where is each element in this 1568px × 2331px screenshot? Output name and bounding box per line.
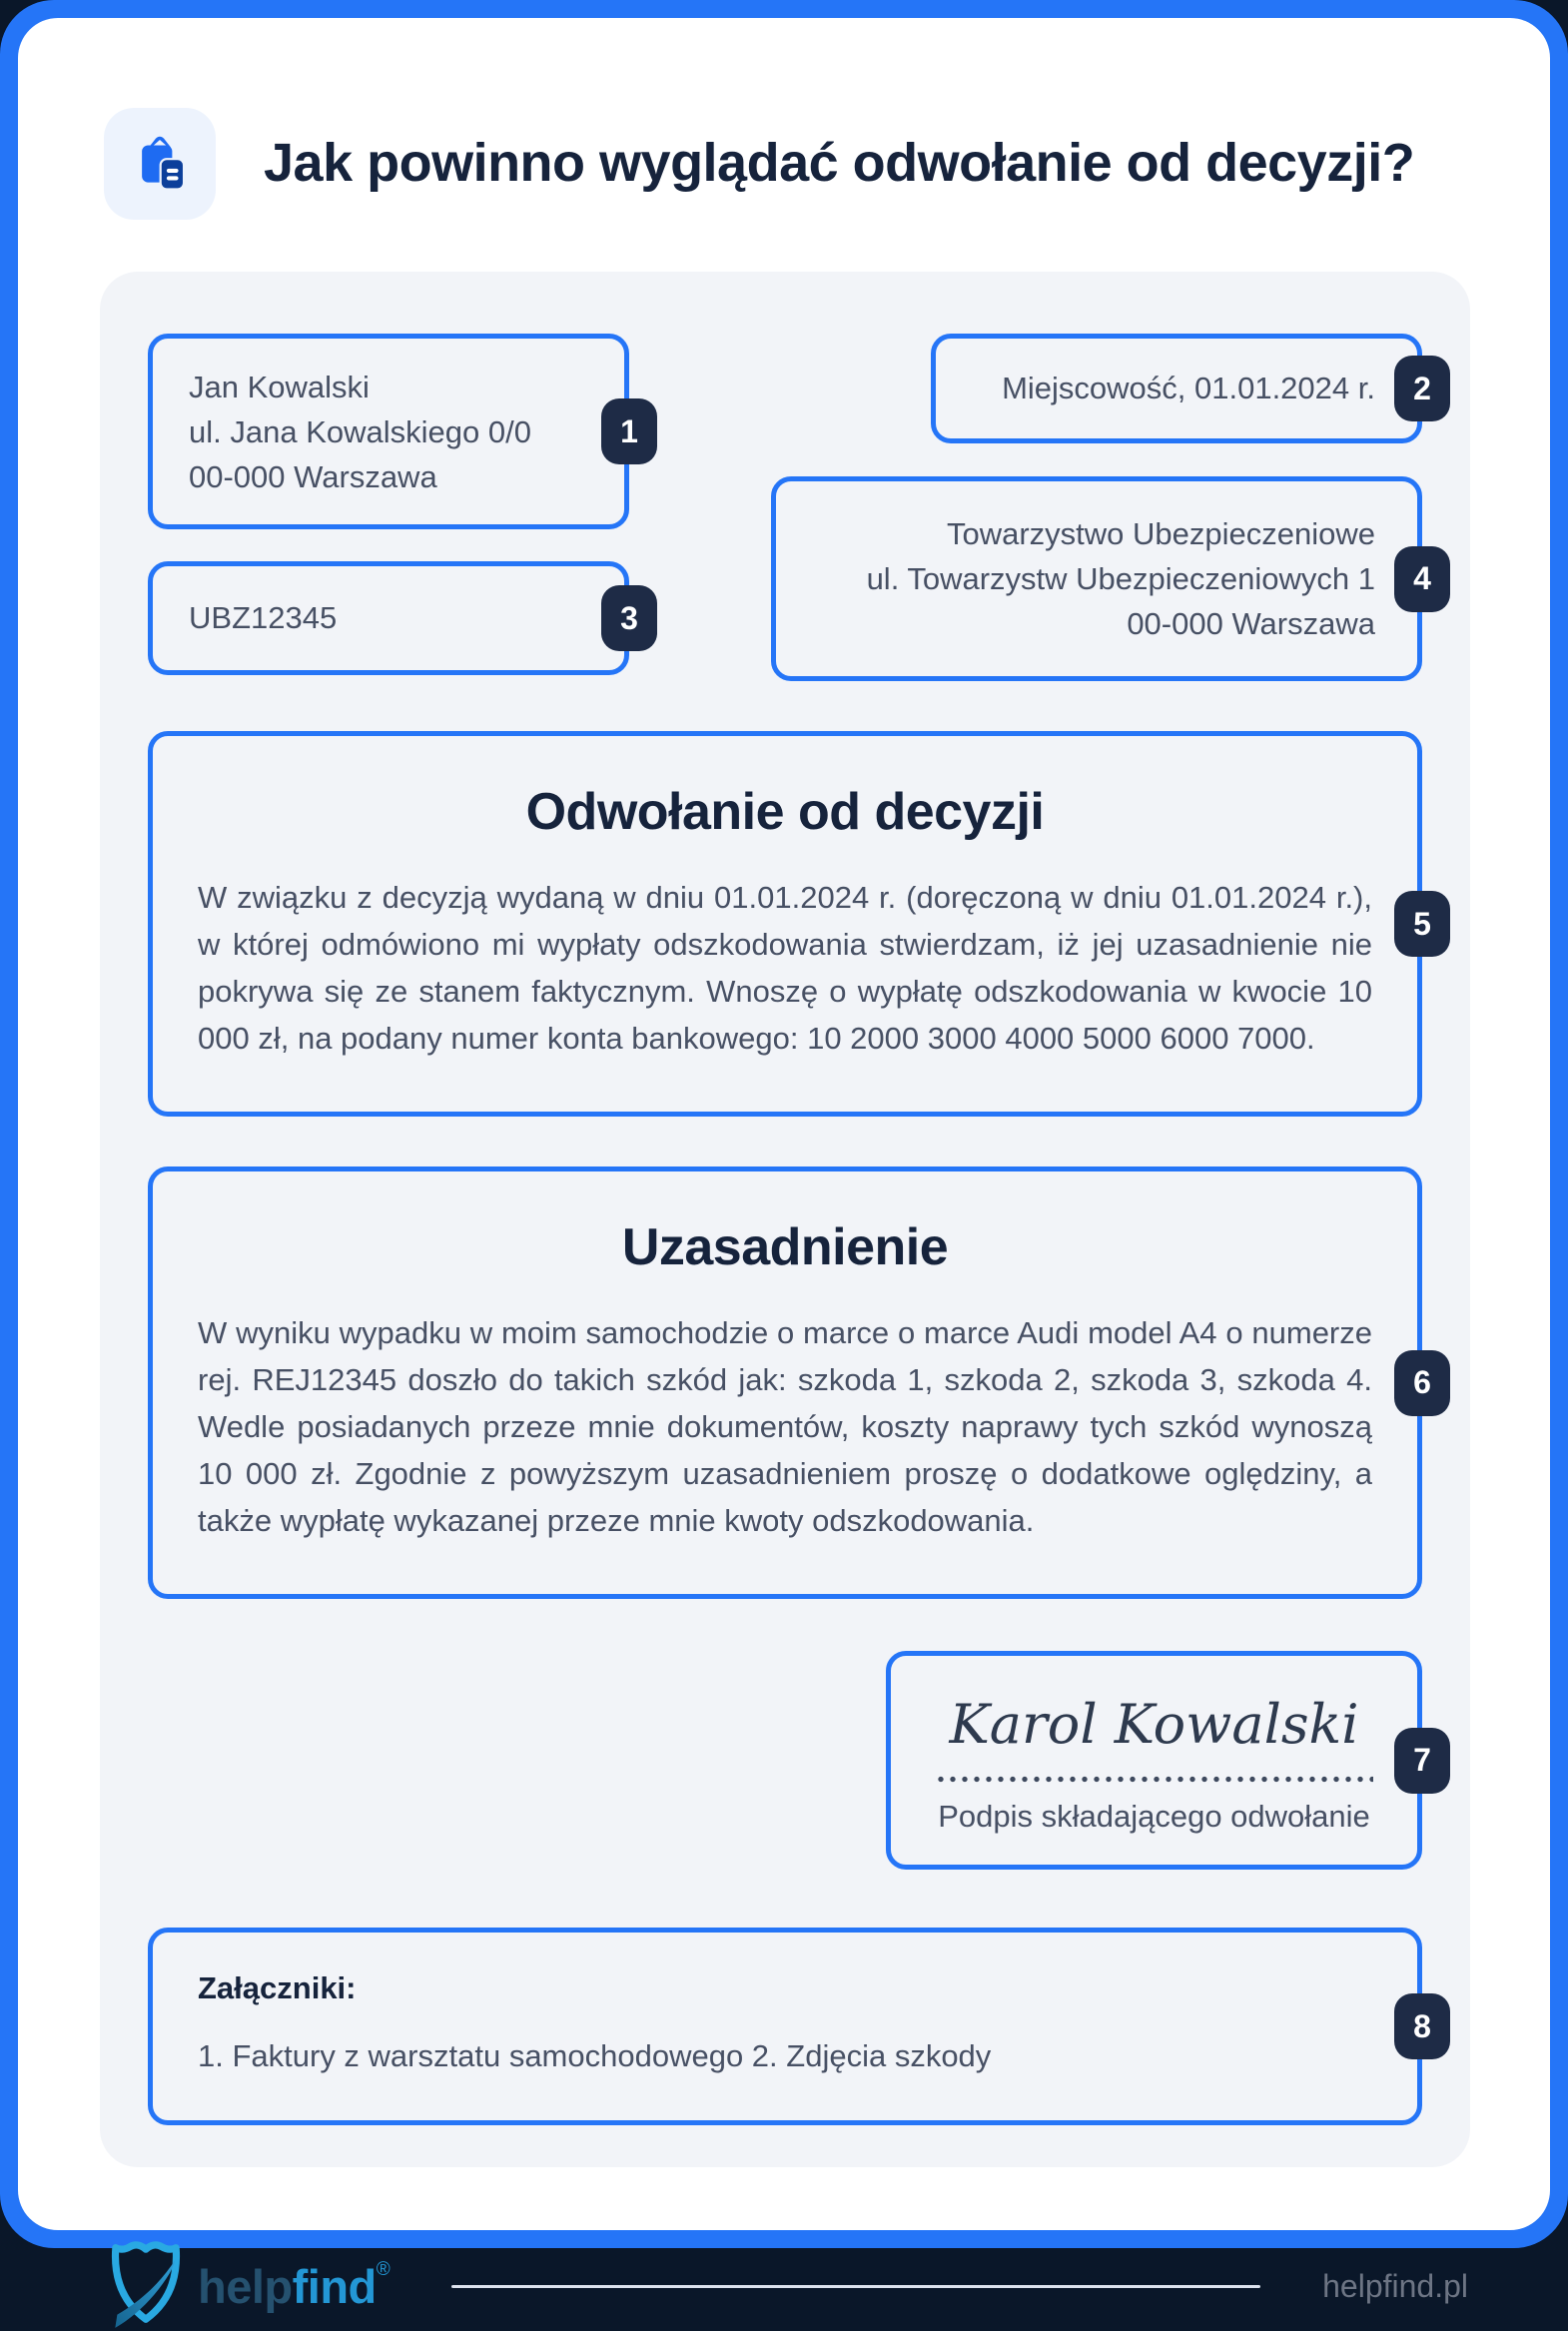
address-row [148,334,1431,681]
place-date-box [931,334,1431,443]
sender-line: Jan Kowalski [189,369,370,404]
registered-mark: ® [376,2258,391,2280]
signature-dotted-line [935,1776,1373,1783]
place-date: Miejscowość, 01.01.2024 r. [1002,371,1375,405]
appeal-section-body: W związku z decyzją wydaną w dniu 01.01.2024 r. (doręczoną w dniu 01.01.2024 r.), w której odmówiono mi wypłaty odszkodowania stwierdzam, iż jej uzasadnienie nie pokrywa się ze stanem faktycznym. Wnoszę o wypłatę odszkodowania w kwocie 10 000 zł, na podany numer konta bankowego: 10 2000 3000 4000 5000 6000 7000. [198,880,1372,1056]
policy-number: UBZ12345 [189,600,338,635]
step-badge-4: 4 [1394,546,1450,612]
footer-site-link[interactable]: helpfind.pl [1322,2267,1468,2304]
step-badge-5: 5 [1394,891,1450,957]
sender-line: 00-000 Warszawa [189,458,437,494]
clipboard-icon-tile [104,108,216,220]
justification-section-box [148,1166,1431,1599]
signature-caption: Podpis składającego odwołanie [938,1799,1370,1835]
signature-box [886,1651,1431,1870]
insurer-address-box [771,476,1431,681]
address-column-left [148,334,638,681]
attachments-label: Załączniki: [198,1970,357,2006]
insurer-line: 00-000 Warszawa [1127,606,1375,641]
footer-divider [451,2285,1260,2288]
step-badge-8: 8 [1394,1993,1450,2059]
helpfind-logo [110,2241,390,2331]
appeal-section-title: Odwołanie od decyzji [525,783,1045,841]
step-badge-2: 2 [1394,356,1450,421]
handwritten-signature: Karol Kowalski [949,1693,1359,1756]
step-badge-3: 3 [601,585,657,651]
document-panel [100,272,1470,2167]
footer [18,2241,1550,2331]
justification-section-title: Uzasadnienie [621,1218,949,1276]
sender-address-box [148,334,638,529]
clipboard-icon [127,131,193,197]
helpfind-logo-text [198,2259,390,2314]
appeal-section-box [148,731,1431,1117]
page-title: Jak powinno wyglądać odwołanie od decyzji? [264,133,1415,194]
page-card [18,18,1550,2313]
header [18,18,1550,220]
step-badge-7: 7 [1394,1728,1450,1794]
address-column-right [771,334,1431,681]
insurer-line: Towarzystwo Ubezpieczeniowe [946,516,1375,551]
sender-line: ul. Jana Kowalskiego 0/0 [189,413,531,449]
policy-number-box [148,561,638,675]
logo-find: find [292,2259,377,2313]
justification-section-body: W wyniku wypadku w moim samochodzie o marce o marce Audi model A4 o numerze rej. REJ12345 doszło do takich szkód jak: szkoda 1, szkoda 2, szkoda 3, szkoda 4. Wedle posiadanych przeze mnie dokumentów, koszty naprawy tych szkód wynoszą 10 000 zł. Zgodnie z powyższym uzasadnieniem proszę o dodatkowe oględziny, a także wypłatę wykazanej przeze mnie kwoty odszkodowania. [198,1315,1372,1538]
step-badge-1: 1 [601,398,657,464]
shield-logo-icon [110,2241,182,2331]
attachments-items: 1. Faktury z warsztatu samochodowego 2. Zdjęcia szkody [198,2038,992,2074]
logo-help: help [198,2259,293,2313]
step-badge-6: 6 [1394,1350,1450,1416]
insurer-line: ul. Towarzystw Ubezpieczeniowych 1 [866,561,1375,596]
attachments-box [148,1928,1431,2125]
